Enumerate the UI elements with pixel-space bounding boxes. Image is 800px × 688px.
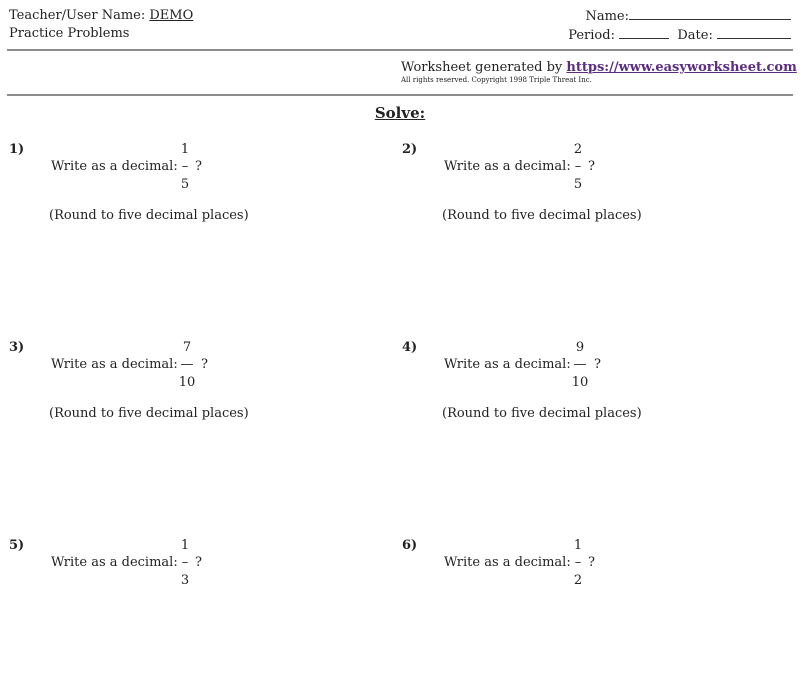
name-field[interactable] — [629, 7, 791, 20]
section-title: Solve: — [374, 104, 426, 122]
problem-prompt: Write as a decimal: — [444, 159, 571, 174]
problem-prompt: Write as a decimal: — [51, 159, 178, 174]
problem-prompt: Write as a decimal: — [444, 555, 571, 570]
worksheet-subtitle: Practice Problems — [9, 26, 130, 41]
problem-number: 5) — [9, 538, 25, 553]
question-mark: ? — [195, 555, 202, 570]
fraction-bar: – — [574, 159, 582, 174]
problem-3 — [9, 340, 389, 490]
teacher-label: Teacher/User Name: — [9, 8, 150, 23]
denominator: 3 — [180, 573, 190, 588]
header-left — [9, 7, 193, 43]
denominator: 2 — [573, 573, 583, 588]
numerator: 9 — [575, 340, 585, 355]
numerator: 7 — [182, 340, 192, 355]
period-label: Period: — [568, 28, 615, 43]
problem-1 — [9, 142, 389, 292]
problem-number: 3) — [9, 340, 25, 355]
copyright-text: All rights reserved. Copyright 1998 Triple Threat Inc. — [401, 76, 592, 84]
fraction-bar: – — [181, 555, 189, 570]
denominator: 10 — [571, 375, 589, 390]
rounding-note: (Round to five decimal places) — [49, 406, 249, 421]
problem-2 — [402, 142, 782, 292]
generator-divider — [7, 94, 793, 96]
problem-number: 2) — [402, 142, 418, 157]
name-label: Name: — [585, 9, 629, 24]
rounding-note: (Round to five decimal places) — [49, 208, 249, 223]
problem-prompt: Write as a decimal: — [51, 555, 178, 570]
numerator: 2 — [573, 142, 583, 157]
header-right — [568, 7, 791, 45]
date-label: Date: — [677, 28, 713, 43]
fraction-bar: — — [573, 357, 587, 372]
name-line — [568, 7, 791, 26]
problem-number: 1) — [9, 142, 25, 157]
denominator: 5 — [573, 177, 583, 192]
fraction-bar: — — [180, 357, 194, 372]
denominator: 10 — [178, 375, 196, 390]
numerator: 1 — [573, 538, 583, 553]
fraction-bar: – — [574, 555, 582, 570]
question-mark: ? — [594, 357, 601, 372]
rounding-note: (Round to five decimal places) — [442, 406, 642, 421]
problem-prompt: Write as a decimal: — [51, 357, 178, 372]
period-date-line — [568, 26, 791, 45]
date-field[interactable] — [717, 26, 791, 39]
question-mark: ? — [588, 159, 595, 174]
problem-4 — [402, 340, 782, 490]
problem-number: 6) — [402, 538, 418, 553]
problem-6 — [402, 538, 782, 688]
problem-number: 4) — [402, 340, 418, 355]
question-mark: ? — [201, 357, 208, 372]
teacher-line — [9, 7, 193, 25]
generator-prefix: Worksheet generated by — [401, 60, 567, 75]
question-mark: ? — [588, 555, 595, 570]
problem-prompt: Write as a decimal: — [444, 357, 571, 372]
teacher-name: DEMO — [149, 8, 194, 23]
numerator: 1 — [180, 538, 190, 553]
generator-line — [401, 60, 797, 76]
denominator: 5 — [180, 177, 190, 192]
problem-5 — [9, 538, 389, 688]
header-divider — [7, 49, 793, 51]
rounding-note: (Round to five decimal places) — [442, 208, 642, 223]
question-mark: ? — [195, 159, 202, 174]
numerator: 1 — [180, 142, 190, 157]
generator-link[interactable]: https://www.easyworksheet.com — [566, 60, 797, 75]
period-field[interactable] — [619, 26, 669, 39]
fraction-bar: – — [181, 159, 189, 174]
